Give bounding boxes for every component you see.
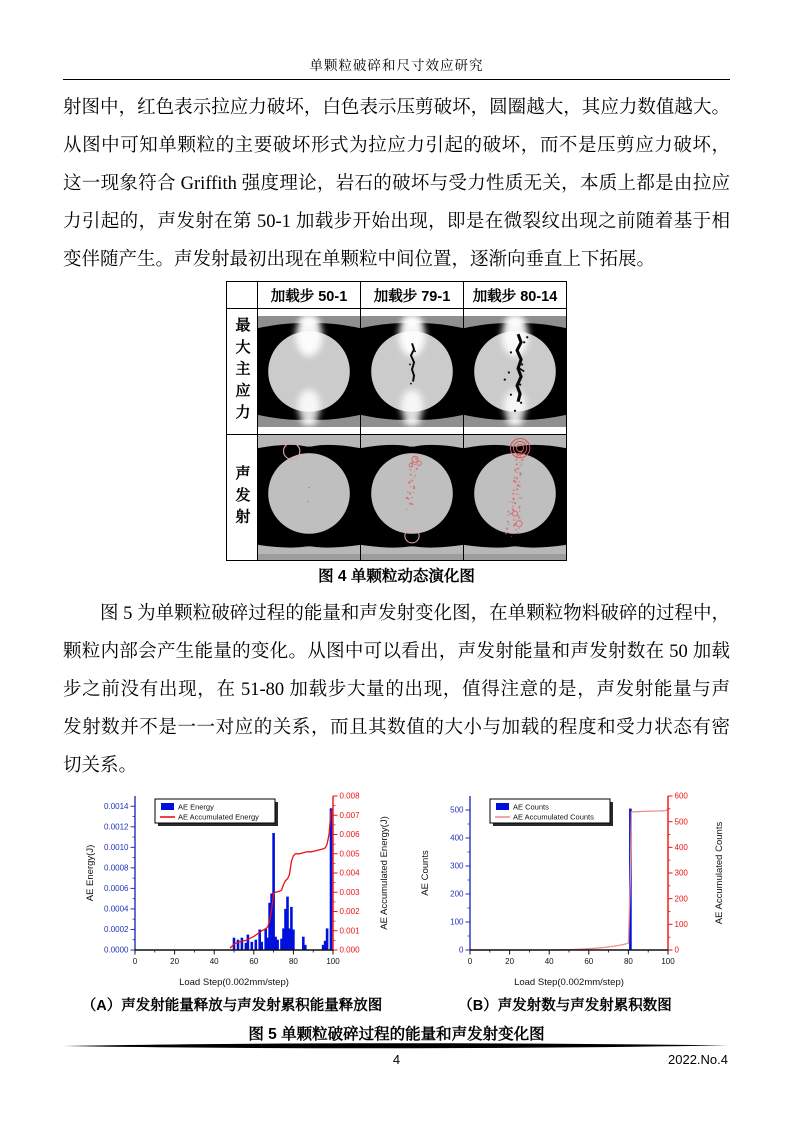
paragraph-line: 变伴随产生。声发射最初出现在单颗粒中间位置，逐渐向垂直上下拓展。	[63, 250, 656, 270]
svg-text:0.0014: 0.0014	[104, 801, 129, 811]
figure4-corner-cell	[227, 282, 257, 308]
svg-text:200: 200	[674, 894, 688, 904]
figure4-col-header: 加载步 79-1	[361, 282, 463, 308]
svg-text:0.0000: 0.0000	[104, 945, 129, 955]
chart-a-ae-energy	[83, 788, 395, 990]
page-footer	[63, 1042, 730, 1072]
svg-text:400: 400	[450, 833, 464, 843]
figure4-row-label-max-principal-stress: 最大主应力	[227, 309, 257, 434]
svg-text:100: 100	[661, 957, 675, 966]
fig4-max-stress-step79-image	[361, 309, 463, 434]
figure4-col-header: 加载步 50-1	[258, 282, 360, 308]
figure5-caption-b: （B）声发射数与声发射累积数图	[458, 998, 672, 1014]
fig4-ae-step79-image	[361, 435, 463, 560]
running-header-title: 单颗粒破碎和尺寸效应研究	[309, 58, 484, 73]
svg-text:0.008: 0.008	[339, 791, 360, 801]
svg-text:100: 100	[450, 917, 464, 927]
svg-text:0: 0	[459, 945, 464, 955]
svg-text:0.001: 0.001	[339, 926, 360, 936]
fig4-ae-step80-image	[464, 435, 566, 560]
svg-text:0.0004: 0.0004	[104, 904, 129, 914]
svg-text:400: 400	[674, 843, 688, 853]
svg-text:Load Step(0.002mm/step): Load Step(0.002mm/step)	[514, 977, 624, 988]
svg-text:20: 20	[505, 957, 515, 966]
svg-text:Load Step(0.002mm/step): Load Step(0.002mm/step)	[179, 977, 289, 988]
svg-text:100: 100	[674, 920, 688, 930]
svg-text:60: 60	[584, 957, 594, 966]
svg-text:40: 40	[209, 957, 219, 966]
figure4	[63, 281, 730, 586]
svg-text:0: 0	[674, 945, 679, 955]
svg-text:0.002: 0.002	[339, 907, 360, 917]
svg-text:AE Accumulated Energy: AE Accumulated Energy	[178, 812, 259, 822]
chart-a-block	[83, 788, 395, 990]
svg-text:AE Accumulated Counts: AE Accumulated Counts	[513, 812, 594, 822]
figure4-table	[226, 281, 567, 561]
svg-text:AE Accumulated Counts: AE Accumulated Counts	[714, 821, 725, 925]
paragraph-line: 射图中，红色表示拉应力破坏，白色表示压剪破坏，圆圈越大，其应力数值越大。	[63, 98, 730, 118]
fig4-max-stress-step80-image	[464, 309, 566, 434]
svg-text:300: 300	[450, 861, 464, 871]
page-number: 4	[392, 1052, 401, 1067]
issue-label: 2022.No.4	[668, 1052, 728, 1067]
svg-text:500: 500	[674, 817, 688, 827]
paragraph-line: 图 5 为单颗粒破碎过程的能量和声发射变化图，在单颗粒物料破碎的过程中，	[100, 604, 730, 624]
svg-text:200: 200	[450, 889, 464, 899]
paragraph-line: 发射数并不是一一对应的关系，而且其数值的大小与加载的程度和受力状态有密	[63, 718, 730, 738]
paragraph-line: 切关系。	[63, 756, 138, 776]
figure4-caption: 图 4 单颗粒动态演化图	[318, 568, 475, 585]
svg-text:0.005: 0.005	[339, 849, 360, 859]
chart-b-ae-counts	[418, 788, 730, 990]
svg-text:0: 0	[467, 957, 473, 966]
svg-text:0.0006: 0.0006	[104, 884, 129, 894]
fig4-ae-step50-image	[258, 435, 360, 560]
svg-text:60: 60	[249, 957, 259, 966]
figure5-caption: 图 5 单颗粒破碎过程的能量和声发射变化图	[248, 1026, 545, 1043]
figure5-subcaptions	[63, 994, 730, 1015]
paragraph-line: 颗粒内部会产生能量的变化。从图中可以看出，声发射能量和声发射数在 50 加载	[63, 642, 730, 662]
paragraph-line: 这一现象符合 Griffith 强度理论，岩石的破坏与受力性质无关，本质上都是由拉应	[63, 174, 730, 194]
svg-text:0.004: 0.004	[339, 868, 360, 878]
svg-text:300: 300	[674, 868, 688, 878]
svg-text:0.007: 0.007	[339, 810, 360, 820]
paragraph-line: 力引起的，声发射在第 50-1 加载步开始出现，即是在微裂纹出现之前随着基于相	[63, 212, 730, 232]
svg-text:600: 600	[674, 791, 688, 801]
figure4-col-header: 加载步 80-14	[464, 282, 566, 308]
paragraph-line: 从图中可知单颗粒的主要破坏形式为拉应力引起的破坏，而不是压剪应力破坏，	[63, 136, 730, 156]
svg-text:20: 20	[170, 957, 180, 966]
figure4-row-label-acoustic-emission: 声发射	[227, 435, 257, 560]
figure5-charts	[63, 788, 730, 990]
svg-text:AE Energy: AE Energy	[178, 802, 214, 812]
svg-text:80: 80	[288, 957, 298, 966]
svg-text:0.0012: 0.0012	[104, 822, 129, 832]
svg-text:0.0008: 0.0008	[104, 863, 129, 873]
svg-text:AE Counts: AE Counts	[513, 802, 549, 812]
figure5-caption-a: （A）声发射能量释放与声发射累积能量释放图	[81, 998, 383, 1014]
svg-text:0.000: 0.000	[339, 945, 360, 955]
svg-text:500: 500	[450, 805, 464, 815]
svg-text:0.003: 0.003	[339, 887, 360, 897]
svg-text:100: 100	[326, 957, 340, 966]
svg-text:0.006: 0.006	[339, 830, 360, 840]
svg-text:0.0010: 0.0010	[104, 843, 129, 853]
svg-text:AE Energy(J): AE Energy(J)	[85, 844, 96, 902]
svg-text:AE Accumulated Energy(J): AE Accumulated Energy(J)	[379, 816, 390, 930]
svg-text:0: 0	[132, 957, 138, 966]
svg-text:40: 40	[544, 957, 554, 966]
footer-rule	[63, 1042, 730, 1050]
paragraph-1	[63, 89, 730, 279]
fig4-max-stress-step50-image	[258, 309, 360, 434]
svg-text:AE Counts: AE Counts	[420, 850, 431, 896]
paragraph-2	[63, 595, 730, 785]
header-rule	[63, 79, 730, 80]
svg-text:80: 80	[623, 957, 633, 966]
svg-text:0.0002: 0.0002	[104, 925, 129, 935]
paragraph-line: 步之前没有出现，在 51-80 加载步大量的出现，值得注意的是，声发射能量与声	[63, 680, 730, 700]
chart-b-block	[418, 788, 730, 990]
